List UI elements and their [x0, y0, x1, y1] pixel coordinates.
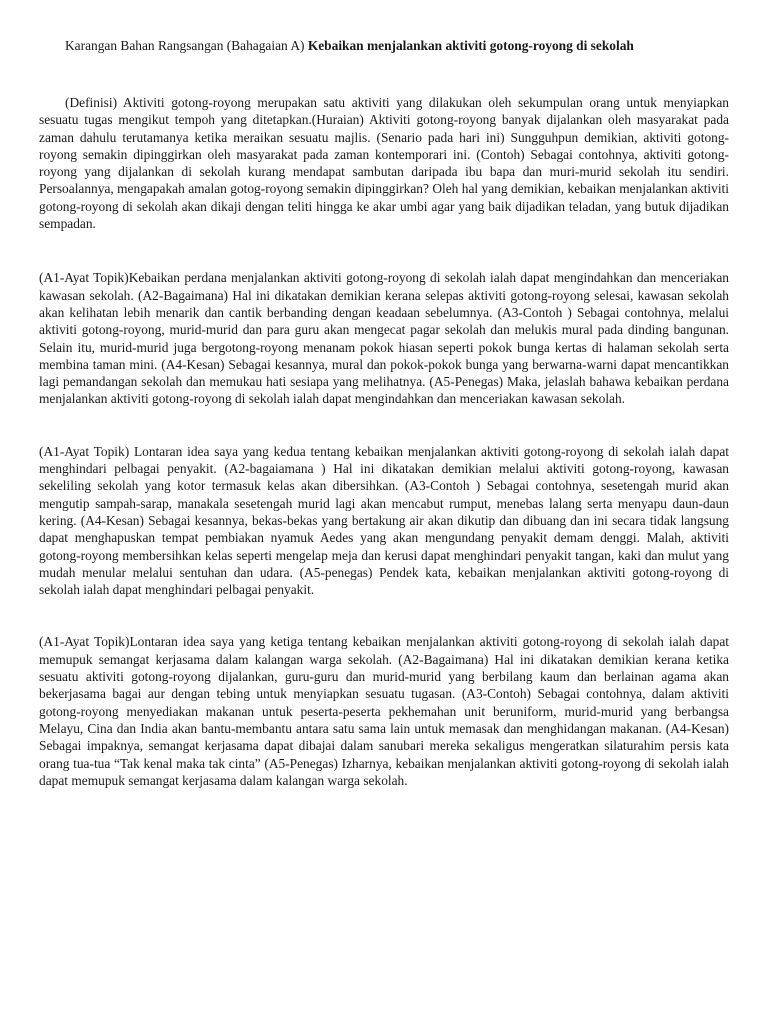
body-paragraph-1: (A1-Ayat Topik)Kebaikan perdana menjalankan aktiviti gotong-royong di sekolah ialah dapat mengindahkan dan menceriakan kawasan sekolah. (A2-Bagaimana) Hal ini dikatakan demikian kerana selepas aktiviti gotong-royong selesai, kawasan sekolah akan kelihatan lebih menarik dan cantik berbanding dengan keadaan sebelumnya. (A3-Contoh ) Sebagai contohnya, melalui aktiviti gotong-royong, murid-murid dan para guru akan mengecat pagar sekolah dan melukis mural pada dinding bangunan. Selain itu, murid-murid juga bergotong-royong menanam pokok hiasan seperti pokok bunga kertas di halaman sekolah serta membina taman mini. (A4-Kesan) Sebagai kesannya, mural dan pokok-pokok bunga yang berwarna-warni dapat mencantikkan lagi pemandangan sekolah dan memukau hati sesiapa yang melihatnya. (A5-Penegas) Maka, jelaslah bahawa kebaikan perdana menjalankan aktiviti gotong-royong di sekolah ialah dapat mengindahkan dan menceriakan kawasan sekolah. — [39, 270, 729, 407]
title-topic: Kebaikan menjalankan aktiviti gotong-royong di sekolah — [307, 38, 634, 53]
intro-paragraph: (Definisi) Aktiviti gotong-royong merupakan satu aktiviti yang dilakukan oleh sekumpulan orang untuk menyiapkan sesuatu tugas mengikut tempoh yang ditetapkan.(Huraian) Aktiviti gotong-royong banyak dijalankan oleh masyarakat pada zaman dahulu terutamanya ketika meraikan sesuatu majlis. (Senario pada hari ini) Sungguhpun demikian, aktiviti gotong-royong semakin dipinggirkan oleh masyarakat pada zaman kontemporari ini. (Contoh) Sebagai contohnya, aktiviti gotong-royong yang dijalankan di sekolah kurang mendapat sambutan daripada ibu bapa dan muri-murid sekolah itu sendiri. Persoalannya, mengapakah amalan gotog-royong semakin dipinggirkan? Oleh hal yang demikian, kebaikan menjalankan aktiviti gotong-royong di sekolah akan dikaji dengan teliti hingga ke akar umbi agar yang baik dijadikan teladan, yang butuk dijadikan sempadan. — [39, 95, 729, 232]
document-title — [65, 36, 729, 56]
document-page — [39, 36, 729, 789]
body-paragraph-2: (A1-Ayat Topik) Lontaran idea saya yang kedua tentang kebaikan menjalankan aktiviti gotong-royong di sekolah ialah dapat menghindari pelbagai penyakit. (A2-bagaiamana ) Hal ini dikatakan demikian melalui aktiviti gotong-royong, kawasan sekeliling sekolah yang kotor termasuk kelas akan dibersihkan. (A3-Contoh ) Sebagai contohnya, sesetengah murid akan mengutip sampah-sarap, manakala sesetengah murid lagi akan mencabut rumput, menebas lalang serta menyapu daun-daun kering. (A4-Kesan) Sebagai kesannya, bekas-bekas yang bertakung air akan dikutip dan dibuang dan ini secara tidak langsung dapat menghapuskan tempat pembiakan nyamuk Aedes yang akan mengundang penyakit demam denggi. Malah, aktiviti gotong-royong membersihkan kelas seperti mengelap meja dan kerusi dapat menghindari penyakit tangan, kaki dan mulut yang mudah menular melalui sentuhan dan udara. (A5-penegas) Pendek kata, kebaikan menjalankan aktiviti gotong-royong di sekolah ialah dapat menghindari pelbagai penyakit. — [39, 443, 729, 598]
title-prefix: Karangan Bahan Rangsangan (Bahagaian A) — [65, 38, 308, 53]
body-paragraph-3: (A1-Ayat Topik)Lontaran idea saya yang ketiga tentang kebaikan menjalankan aktiviti gotong-royong di sekolah ialah dapat memupuk semangat kerjasama dalam kalangan warga sekolah. (A2-Bagaimana) Hal ini dikatakan demikian kerana ketika sesuatu aktiviti gotong-royong dijalankan, guru-guru dan murid-murid yang berbilang kaum dan berlainan agama akan bekerjasama bagai aur dengan tebing untuk menyiapkan sesuatu tugasan. (A3-Contoh) Sebagai contohnya, dalam aktiviti gotong-royong menyediakan makanan untuk peserta-peserta pekhemahan unit beruniform, murid-murid yang berbangsa Melayu, Cina dan India akan bantu-membantu antara satu sama lain untuk memasak dan menghidangan makanan. (A4-Kesan) Sebagai impaknya, semangat kerjasama dapat dibajai dalam sanubari mereka sekaligus mengeratkan silaturahim persis kata orang tua-tua “Tak kenal maka tak cinta” (A5-Penegas) Izharnya, kebaikan menjalankan aktiviti gotong-royong di sekolah ialah dapat memupuk semangat kerjasama dalam kalangan warga sekolah. — [39, 634, 729, 788]
